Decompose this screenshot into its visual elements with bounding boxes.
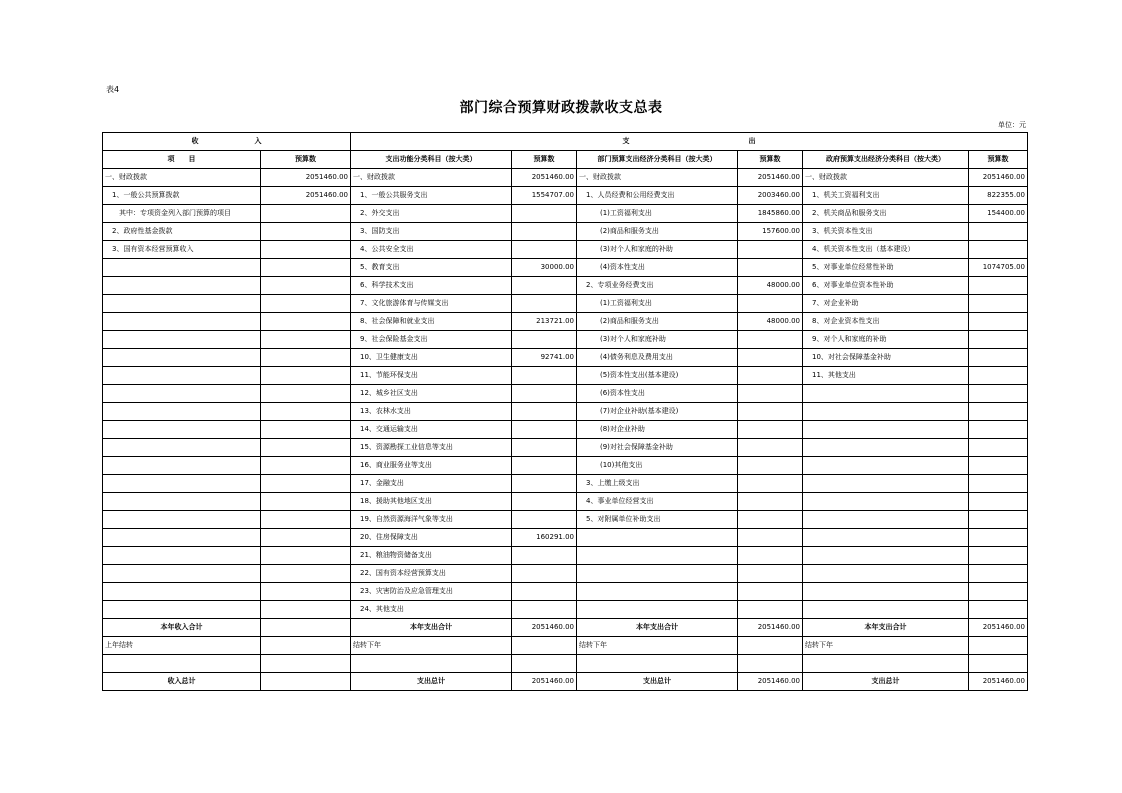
table-row xyxy=(103,475,1028,493)
item-name-cell: 结转下年 xyxy=(577,637,738,655)
item-name-cell xyxy=(103,295,261,313)
item-name-cell: 4、事业单位经营支出 xyxy=(577,493,738,511)
budget-amount-cell: 157600.00 xyxy=(738,223,803,241)
item-name-cell xyxy=(103,439,261,457)
table-row xyxy=(103,439,1028,457)
budget-amount-cell xyxy=(738,403,803,421)
item-name-cell: 9、对个人和家庭的补助 xyxy=(803,331,969,349)
item-name-cell: 3、机关资本性支出 xyxy=(803,223,969,241)
budget-amount-cell xyxy=(969,313,1028,331)
item-name-cell xyxy=(803,565,969,583)
budget-amount-cell: 213721.00 xyxy=(512,313,577,331)
item-name-cell: 4、公共安全支出 xyxy=(351,241,512,259)
budget-amount-cell xyxy=(512,223,577,241)
budget-amount-cell xyxy=(512,421,577,439)
item-name-cell xyxy=(803,457,969,475)
budget-amount-cell xyxy=(261,673,351,691)
item-name-cell: (5)资本性支出(基本建设) xyxy=(577,367,738,385)
budget-amount-cell xyxy=(512,637,577,655)
budget-amount-cell xyxy=(969,439,1028,457)
item-name-cell: 一、财政拨款 xyxy=(351,169,512,187)
budget-amount-cell xyxy=(261,313,351,331)
table-row xyxy=(103,169,1028,187)
budget-amount-cell xyxy=(261,583,351,601)
table-row xyxy=(103,601,1028,619)
item-name-cell xyxy=(103,313,261,331)
budget-amount-cell xyxy=(261,565,351,583)
budget-amount-cell xyxy=(969,349,1028,367)
budget-amount-cell: 154400.00 xyxy=(969,205,1028,223)
item-name-cell: 12、城乡社区支出 xyxy=(351,385,512,403)
budget-amount-cell xyxy=(738,547,803,565)
item-name-cell xyxy=(577,565,738,583)
budget-amount-cell xyxy=(969,295,1028,313)
budget-amount-cell xyxy=(969,583,1028,601)
budget-amount-cell xyxy=(738,259,803,277)
budget-amount-cell xyxy=(512,205,577,223)
column-header: 预算数 xyxy=(261,151,351,169)
budget-amount-cell: 2051460.00 xyxy=(261,187,351,205)
table-row xyxy=(103,403,1028,421)
budget-amount-cell xyxy=(261,637,351,655)
budget-amount-cell: 1554707.00 xyxy=(512,187,577,205)
carry-row xyxy=(103,637,1028,655)
item-name-cell xyxy=(803,439,969,457)
item-name-cell: 17、金融支出 xyxy=(351,475,512,493)
item-name-cell: 收入总计 xyxy=(103,673,261,691)
budget-amount-cell: 2051460.00 xyxy=(738,673,803,691)
budget-amount-cell xyxy=(512,475,577,493)
budget-amount-cell xyxy=(261,205,351,223)
table-row xyxy=(103,205,1028,223)
column-header: 支出功能分类科目（按大类） xyxy=(351,151,512,169)
budget-amount-cell xyxy=(512,565,577,583)
item-name-cell xyxy=(577,547,738,565)
budget-amount-cell xyxy=(261,295,351,313)
item-name-cell: (10)其他支出 xyxy=(577,457,738,475)
budget-amount-cell: 822355.00 xyxy=(969,187,1028,205)
item-name-cell: 一、财政拨款 xyxy=(103,169,261,187)
budget-amount-cell xyxy=(738,601,803,619)
income-section-header: 收 入 xyxy=(103,133,351,151)
unit-label: 单位：元 xyxy=(998,121,1026,129)
budget-amount-cell: 2051460.00 xyxy=(738,169,803,187)
item-name-cell: (1)工资福利支出 xyxy=(577,295,738,313)
budget-amount-cell xyxy=(738,457,803,475)
table-row xyxy=(103,547,1028,565)
table-row xyxy=(103,385,1028,403)
item-name-cell xyxy=(803,403,969,421)
budget-amount-cell xyxy=(512,403,577,421)
item-name-cell: 16、商业服务业等支出 xyxy=(351,457,512,475)
blank-row xyxy=(103,655,1028,673)
item-name-cell xyxy=(577,529,738,547)
item-name-cell: (6)资本性支出 xyxy=(577,385,738,403)
budget-amount-cell xyxy=(969,241,1028,259)
item-name-cell xyxy=(103,601,261,619)
item-name-cell: (3)对个人和家庭补助 xyxy=(577,331,738,349)
item-name-cell: 一、财政拨款 xyxy=(803,169,969,187)
budget-amount-cell xyxy=(969,655,1028,673)
budget-amount-cell xyxy=(512,367,577,385)
budget-amount-cell: 48000.00 xyxy=(738,277,803,295)
budget-amount-cell xyxy=(738,439,803,457)
item-name-cell: 21、粮油物资储备支出 xyxy=(351,547,512,565)
budget-amount-cell xyxy=(512,655,577,673)
item-name-cell: 10、对社会保障基金补助 xyxy=(803,349,969,367)
item-name-cell xyxy=(103,475,261,493)
item-name-cell: 15、资源勘探工业信息等支出 xyxy=(351,439,512,457)
budget-amount-cell: 2051460.00 xyxy=(512,169,577,187)
item-name-cell xyxy=(103,547,261,565)
table-row xyxy=(103,331,1028,349)
budget-amount-cell xyxy=(261,421,351,439)
item-name-cell xyxy=(803,655,969,673)
budget-amount-cell: 2051460.00 xyxy=(969,169,1028,187)
budget-amount-cell: 1845860.00 xyxy=(738,205,803,223)
table-row xyxy=(103,493,1028,511)
table-row xyxy=(103,583,1028,601)
item-name-cell xyxy=(803,475,969,493)
item-name-cell xyxy=(103,511,261,529)
column-header: 项 目 xyxy=(103,151,261,169)
budget-amount-cell xyxy=(738,637,803,655)
item-name-cell: 本年支出合计 xyxy=(351,619,512,637)
budget-amount-cell: 2003460.00 xyxy=(738,187,803,205)
budget-amount-cell xyxy=(261,259,351,277)
item-name-cell: 支出总计 xyxy=(351,673,512,691)
budget-amount-cell xyxy=(738,655,803,673)
budget-amount-cell: 2051460.00 xyxy=(969,673,1028,691)
item-name-cell xyxy=(103,331,261,349)
budget-amount-cell xyxy=(738,493,803,511)
item-name-cell: 一、财政拨款 xyxy=(577,169,738,187)
item-name-cell xyxy=(103,385,261,403)
item-name-cell: 1、人员经费和公用经费支出 xyxy=(577,187,738,205)
item-name-cell: 1、一般公共预算拨款 xyxy=(103,187,261,205)
budget-amount-cell xyxy=(512,439,577,457)
item-name-cell xyxy=(103,565,261,583)
item-name-cell: 8、对企业资本性支出 xyxy=(803,313,969,331)
budget-amount-cell xyxy=(512,583,577,601)
item-name-cell: (4)债务利息及费用支出 xyxy=(577,349,738,367)
item-name-cell: 7、文化旅游体育与传媒支出 xyxy=(351,295,512,313)
budget-amount-cell xyxy=(261,277,351,295)
table-row xyxy=(103,241,1028,259)
item-name-cell xyxy=(103,367,261,385)
item-name-cell: 20、住房保障支出 xyxy=(351,529,512,547)
item-name-cell xyxy=(103,349,261,367)
budget-amount-cell: 2051460.00 xyxy=(969,619,1028,637)
table-row xyxy=(103,529,1028,547)
item-name-cell: 支出总计 xyxy=(803,673,969,691)
budget-amount-cell: 30000.00 xyxy=(512,259,577,277)
budget-amount-cell xyxy=(969,367,1028,385)
page-title: 部门综合预算财政拨款收支总表 xyxy=(459,100,663,116)
item-name-cell: 3、国防支出 xyxy=(351,223,512,241)
budget-amount-cell xyxy=(738,421,803,439)
column-header: 预算数 xyxy=(969,151,1028,169)
table-row xyxy=(103,259,1028,277)
item-name-cell: 5、教育支出 xyxy=(351,259,512,277)
budget-amount-cell xyxy=(512,601,577,619)
item-name-cell xyxy=(351,655,512,673)
item-name-cell: 5、对事业单位经常性补助 xyxy=(803,259,969,277)
budget-amount-cell xyxy=(261,601,351,619)
budget-amount-cell xyxy=(261,331,351,349)
item-name-cell: 结转下年 xyxy=(351,637,512,655)
item-name-cell: 3、国有资本经营预算收入 xyxy=(103,241,261,259)
table-row xyxy=(103,223,1028,241)
item-name-cell: 14、交通运输支出 xyxy=(351,421,512,439)
budget-amount-cell xyxy=(261,655,351,673)
table-row xyxy=(103,565,1028,583)
budget-amount-cell xyxy=(969,637,1028,655)
budget-amount-cell xyxy=(261,619,351,637)
item-name-cell: (4)资本性支出 xyxy=(577,259,738,277)
budget-amount-cell xyxy=(512,547,577,565)
item-name-cell: (1)工资福利支出 xyxy=(577,205,738,223)
item-name-cell: 本年收入合计 xyxy=(103,619,261,637)
item-name-cell xyxy=(103,421,261,439)
total-row xyxy=(103,619,1028,637)
item-name-cell xyxy=(103,583,261,601)
item-name-cell: 5、对附属单位补助支出 xyxy=(577,511,738,529)
budget-amount-cell xyxy=(512,295,577,313)
item-name-cell: 24、其他支出 xyxy=(351,601,512,619)
table-row xyxy=(103,457,1028,475)
budget-amount-cell xyxy=(738,349,803,367)
item-name-cell: 11、其他支出 xyxy=(803,367,969,385)
budget-amount-cell xyxy=(261,241,351,259)
table-row xyxy=(103,313,1028,331)
budget-amount-cell xyxy=(738,241,803,259)
item-name-cell: 11、节能环保支出 xyxy=(351,367,512,385)
column-header: 预算数 xyxy=(512,151,577,169)
budget-amount-cell xyxy=(261,493,351,511)
column-header: 政府预算支出经济分类科目（按大类） xyxy=(803,151,969,169)
item-name-cell: 2、外交支出 xyxy=(351,205,512,223)
item-name-cell xyxy=(103,529,261,547)
table-row xyxy=(103,295,1028,313)
budget-amount-cell xyxy=(738,475,803,493)
budget-amount-cell xyxy=(261,457,351,475)
budget-amount-cell xyxy=(261,475,351,493)
budget-amount-cell xyxy=(969,421,1028,439)
budget-amount-cell xyxy=(261,385,351,403)
item-name-cell: 2、机关商品和服务支出 xyxy=(803,205,969,223)
table-row xyxy=(103,349,1028,367)
item-name-cell: (2)商品和服务支出 xyxy=(577,313,738,331)
item-name-cell xyxy=(577,655,738,673)
budget-amount-cell xyxy=(969,403,1028,421)
budget-amount-cell xyxy=(738,583,803,601)
item-name-cell xyxy=(577,601,738,619)
item-name-cell: 7、对企业补助 xyxy=(803,295,969,313)
item-name-cell xyxy=(803,529,969,547)
budget-amount-cell xyxy=(512,493,577,511)
budget-amount-cell xyxy=(261,511,351,529)
budget-amount-cell xyxy=(969,475,1028,493)
budget-amount-cell xyxy=(969,511,1028,529)
budget-amount-cell xyxy=(969,565,1028,583)
table-number: 表4 xyxy=(106,85,120,94)
item-name-cell: 2、专项业务经费支出 xyxy=(577,277,738,295)
budget-amount-cell: 2051460.00 xyxy=(261,169,351,187)
budget-amount-cell: 160291.00 xyxy=(512,529,577,547)
budget-amount-cell xyxy=(738,529,803,547)
item-name-cell xyxy=(803,583,969,601)
budget-amount-cell xyxy=(969,385,1028,403)
budget-amount-cell xyxy=(512,511,577,529)
budget-amount-cell xyxy=(738,565,803,583)
column-header: 部门预算支出经济分类科目（按大类） xyxy=(577,151,738,169)
budget-amount-cell xyxy=(512,241,577,259)
item-name-cell xyxy=(803,421,969,439)
budget-amount-cell: 2051460.00 xyxy=(738,619,803,637)
item-name-cell xyxy=(103,493,261,511)
item-name-cell: 10、卫生健康支出 xyxy=(351,349,512,367)
item-name-cell xyxy=(103,277,261,295)
item-name-cell xyxy=(103,403,261,421)
table-row xyxy=(103,421,1028,439)
budget-amount-cell xyxy=(261,349,351,367)
item-name-cell xyxy=(103,259,261,277)
item-name-cell: 18、援助其他地区支出 xyxy=(351,493,512,511)
item-name-cell: 2、政府性基金拨款 xyxy=(103,223,261,241)
budget-amount-cell xyxy=(261,223,351,241)
item-name-cell: 本年支出合计 xyxy=(577,619,738,637)
item-name-cell xyxy=(577,583,738,601)
budget-amount-cell xyxy=(512,385,577,403)
column-header-row xyxy=(103,151,1028,169)
table-row xyxy=(103,367,1028,385)
item-name-cell: 本年支出合计 xyxy=(803,619,969,637)
budget-amount-cell xyxy=(512,331,577,349)
item-name-cell: 支出总计 xyxy=(577,673,738,691)
budget-amount-cell xyxy=(512,457,577,475)
expense-section-header: 支 出 xyxy=(351,133,1028,151)
table-row xyxy=(103,277,1028,295)
budget-amount-cell: 92741.00 xyxy=(512,349,577,367)
budget-amount-cell xyxy=(261,529,351,547)
budget-amount-cell xyxy=(969,547,1028,565)
column-header: 预算数 xyxy=(738,151,803,169)
item-name-cell: 22、国有资本经营预算支出 xyxy=(351,565,512,583)
item-name-cell xyxy=(103,655,261,673)
item-name-cell: 上年结转 xyxy=(103,637,261,655)
item-name-cell: 8、社会保障和就业支出 xyxy=(351,313,512,331)
table-row xyxy=(103,187,1028,205)
section-header-row xyxy=(103,133,1028,151)
item-name-cell: (2)商品和服务支出 xyxy=(577,223,738,241)
item-name-cell xyxy=(103,457,261,475)
item-name-cell: 6、对事业单位资本性补助 xyxy=(803,277,969,295)
item-name-cell xyxy=(803,511,969,529)
item-name-cell: 13、农林水支出 xyxy=(351,403,512,421)
budget-amount-cell xyxy=(969,331,1028,349)
item-name-cell xyxy=(803,547,969,565)
budget-amount-cell: 48000.00 xyxy=(738,313,803,331)
item-name-cell: 6、科学技术支出 xyxy=(351,277,512,295)
item-name-cell: 1、机关工资福利支出 xyxy=(803,187,969,205)
item-name-cell: 23、灾害防治及应急管理支出 xyxy=(351,583,512,601)
item-name-cell: (8)对企业补助 xyxy=(577,421,738,439)
budget-amount-cell xyxy=(969,277,1028,295)
item-name-cell xyxy=(803,601,969,619)
budget-amount-cell xyxy=(261,403,351,421)
item-name-cell: 19、自然资源海洋气象等支出 xyxy=(351,511,512,529)
budget-amount-cell: 2051460.00 xyxy=(512,619,577,637)
budget-amount-cell xyxy=(738,367,803,385)
item-name-cell xyxy=(803,385,969,403)
item-name-cell: 其中：专项资金列入部门预算的项目 xyxy=(103,205,261,223)
budget-amount-cell: 2051460.00 xyxy=(512,673,577,691)
budget-amount-cell xyxy=(738,331,803,349)
item-name-cell: (3)对个人和家庭的补助 xyxy=(577,241,738,259)
item-name-cell xyxy=(803,493,969,511)
item-name-cell: 9、社会保险基金支出 xyxy=(351,331,512,349)
budget-amount-cell: 1074705.00 xyxy=(969,259,1028,277)
item-name-cell: 3、上缴上级支出 xyxy=(577,475,738,493)
budget-amount-cell xyxy=(738,385,803,403)
budget-amount-cell xyxy=(261,547,351,565)
budget-amount-cell xyxy=(969,601,1028,619)
budget-amount-cell xyxy=(969,529,1028,547)
budget-amount-cell xyxy=(969,493,1028,511)
item-name-cell: 结转下年 xyxy=(803,637,969,655)
item-name-cell: (9)对社会保障基金补助 xyxy=(577,439,738,457)
budget-amount-cell xyxy=(738,295,803,313)
budget-amount-cell xyxy=(969,223,1028,241)
item-name-cell: (7)对企业补助(基本建设) xyxy=(577,403,738,421)
budget-table xyxy=(102,132,1028,691)
item-name-cell: 1、一般公共服务支出 xyxy=(351,187,512,205)
item-name-cell: 4、机关资本性支出（基本建设） xyxy=(803,241,969,259)
grand-total-row xyxy=(103,673,1028,691)
budget-amount-cell xyxy=(261,439,351,457)
budget-amount-cell xyxy=(261,367,351,385)
budget-amount-cell xyxy=(512,277,577,295)
budget-amount-cell xyxy=(738,511,803,529)
budget-amount-cell xyxy=(969,457,1028,475)
table-row xyxy=(103,511,1028,529)
